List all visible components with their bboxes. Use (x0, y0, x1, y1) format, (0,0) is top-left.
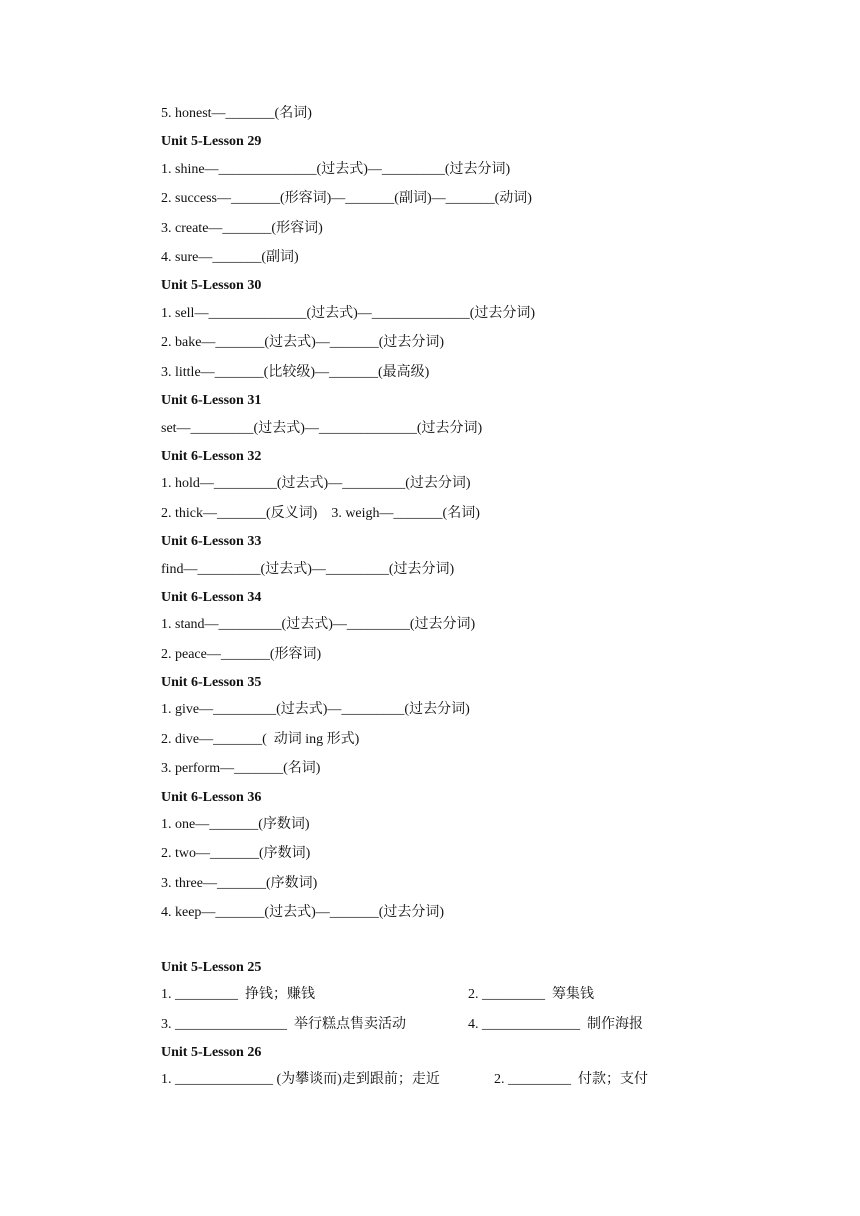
item-one: 1. one—_______(序数词) (161, 817, 310, 832)
item-dive: 2. dive—_______( 动词 ing 形式) (161, 732, 360, 747)
item-two: 2. two—_______(序数词) (161, 846, 311, 861)
item-three: 3. three—_______(序数词) (161, 876, 318, 891)
phrase-1: 1. _________ 挣钱；赚钱 (161, 987, 315, 1002)
heading-lesson-32: Unit 6-Lesson 32 (161, 449, 262, 464)
item-shine: 1. shine—______________(过去式)—_________(过去分词) (161, 162, 511, 177)
heading-lesson-33: Unit 6-Lesson 33 (161, 534, 262, 549)
item-peace: 2. peace—_______(形容词) (161, 647, 322, 662)
item-thick-weigh: 2. thick—_______(反义词) 3. weigh—_______(名词) (161, 506, 480, 521)
item-sure: 4. sure—_______(副词) (161, 250, 299, 265)
item-set: set—_________(过去式)—______________(过去分词) (161, 421, 483, 436)
heading-lesson-29: Unit 5-Lesson 29 (161, 134, 262, 149)
item-hold: 1. hold—_________(过去式)—_________(过去分词) (161, 476, 471, 491)
item-sell: 1. sell—______________(过去式)—______________(过去分词) (161, 306, 536, 321)
phrase-6: 2. _________ 付款；支付 (494, 1072, 648, 1087)
heading-lesson-35: Unit 6-Lesson 35 (161, 675, 262, 690)
item-keep: 4. keep—_______(过去式)—_______(过去分词) (161, 905, 445, 920)
item-stand: 1. stand—_________(过去式)—_________(过去分词) (161, 617, 476, 632)
item-give: 1. give—_________(过去式)—_________(过去分词) (161, 702, 470, 717)
item-perform: 3. perform—_______(名词) (161, 761, 321, 776)
phrase-4: 4. ______________ 制作海报 (468, 1017, 643, 1032)
item-find: find—_________(过去式)—_________(过去分词) (161, 562, 455, 577)
heading-lesson-31: Unit 6-Lesson 31 (161, 393, 262, 408)
item-create: 3. create—_______(形容词) (161, 221, 323, 236)
phrase-3: 3. ________________ 举行糕点售卖活动 (161, 1017, 406, 1032)
item-success: 2. success—_______(形容词)—_______(副词)—_______(动词) (161, 191, 532, 206)
heading-lesson-36: Unit 6-Lesson 36 (161, 790, 262, 805)
phrase-5: 1. ______________ (为攀谈而)走到跟前；走近 (161, 1072, 440, 1087)
heading-lesson-30: Unit 5-Lesson 30 (161, 278, 262, 293)
phrase-2: 2. _________ 筹集钱 (468, 987, 594, 1002)
heading-lesson-34: Unit 6-Lesson 34 (161, 590, 262, 605)
item-little: 3. little—_______(比较级)—_______(最高级) (161, 365, 430, 380)
heading-lesson-26: Unit 5-Lesson 26 (161, 1045, 262, 1060)
item-bake: 2. bake—_______(过去式)—_______(过去分词) (161, 335, 445, 350)
heading-lesson-25: Unit 5-Lesson 25 (161, 960, 262, 975)
item-honest: 5. honest—_______(名词) (161, 106, 312, 121)
